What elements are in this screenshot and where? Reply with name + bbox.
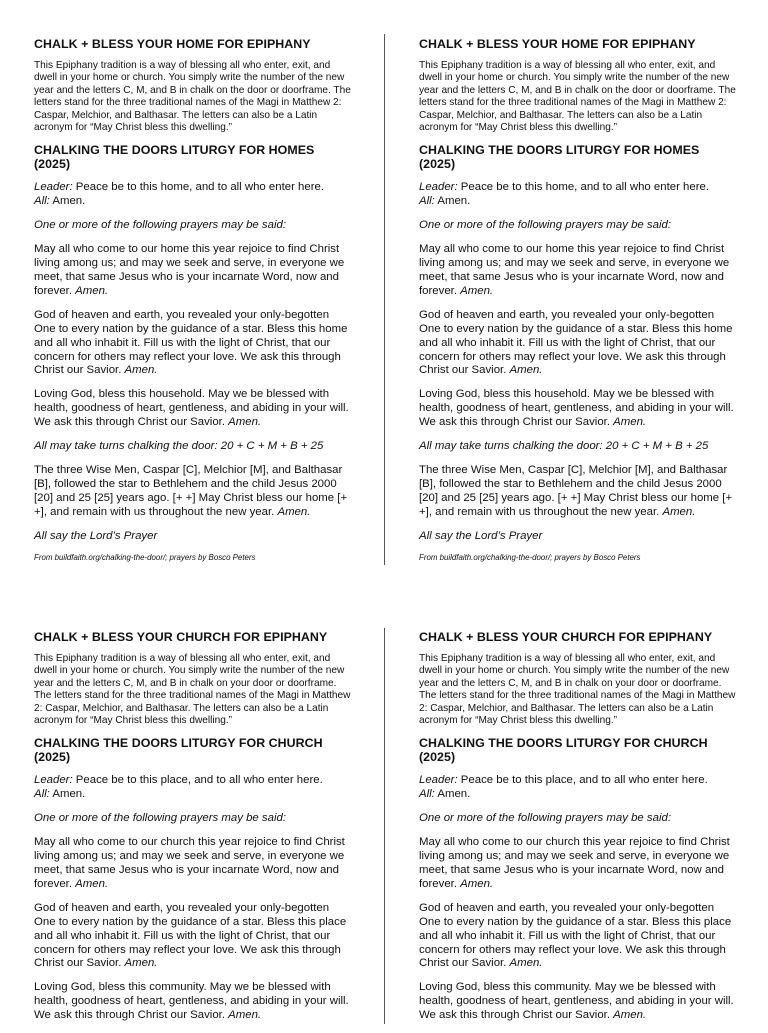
prayer-1: May all who come to our home this year rejoice to find Christ living among us; and may we seek and serve, in everyone we meet, that same Jesus who is your incarnate Word, now and forever. Amen. — [34, 243, 345, 297]
leader-label: Leader: — [34, 774, 73, 787]
church-title: CHALK + BLESS YOUR CHURCH FOR EPIPHANY — [419, 630, 713, 644]
all-text: Amen. — [49, 788, 86, 801]
leader-text: Peace be to this place, and to all who enter here. — [72, 774, 323, 787]
home-title: CHALK + BLESS YOUR HOME FOR EPIPHANY — [419, 37, 696, 51]
amen: Amen. — [460, 284, 494, 297]
amen: Amen. — [124, 957, 158, 970]
prayers-note: One or more of the following prayers may be said: — [419, 219, 671, 232]
all-label: All: — [419, 788, 435, 801]
church-intro: This Epiphany tradition is a way of blessing all who enter, exit, and dwell in your home or church. You simply write the number of the new year and the letters C, M, and B in chalk on your door or doorframe. The letters stand for the three traditional names of the Magi in Matthew 2: Caspar, Melchior, and Balthasar. The letters can also be a Latin acronym for “May Christ bless this dwelling.” — [34, 653, 351, 727]
church-card-left — [34, 630, 352, 1033]
church-responses — [419, 774, 737, 802]
prayer-3: Loving God, bless this household. May we be blessed with health, goodness of heart, gentleness, and abiding in your will. We ask this through Christ our Savior. Amen. — [419, 388, 734, 429]
prayer-3: Loving God, bless this community. May we be blessed with health, goodness of heart, gentleness, and abiding in your will. We ask this through Christ our Savior. Amen. — [34, 981, 349, 1022]
all-text: Amen. — [434, 788, 471, 801]
amen: Amen. — [613, 416, 647, 429]
church-title: CHALK + BLESS YOUR CHURCH FOR EPIPHANY — [34, 630, 328, 644]
chalk-note: All may take turns chalking the door: 20 + C + M + B + 25 — [419, 440, 709, 453]
church-responses — [34, 774, 352, 802]
leader-label: Leader: — [34, 181, 73, 194]
church-liturgy-title: CHALKING THE DOORS LITURGY FOR CHURCH (2025) — [34, 736, 323, 765]
church-liturgy-title: CHALKING THE DOORS LITURGY FOR CHURCH (2025) — [419, 736, 708, 765]
leader-text: Peace be to this place, and to all who enter here. — [457, 774, 708, 787]
amen: Amen. — [460, 877, 494, 890]
prayer-1: May all who come to our church this year rejoice to find Christ living among us; and may we seek and serve, in everyone we meet, that same Jesus who is your incarnate Word, now and forever. Amen. — [34, 836, 345, 890]
leader-label: Leader: — [419, 181, 458, 194]
wise-men-blessing: The three Wise Men, Caspar [C], Melchior [M], and Balthasar [B], followed the star to Bethlehem and the child Jesus 2000 [20] and 25 [25] years ago. [+ +] May Christ bless our home [+ +], and remain with us throughout the new year. Amen. — [34, 463, 348, 518]
leader-text: Peace be to this home, and to all who enter here. — [457, 181, 710, 194]
prayer-1: May all who come to our home this year rejoice to find Christ living among us; and may we seek and serve, in everyone we meet, that same Jesus who is your incarnate Word, now and forever. Amen. — [419, 243, 730, 297]
leader-label: Leader: — [419, 774, 458, 787]
church-intro: This Epiphany tradition is a way of blessing all who enter, exit, and dwell in your home or church. You simply write the number of the new year and the letters C, M, and B in chalk on your door or doorframe. The letters stand for the three traditional names of the Magi in Matthew 2: Caspar, Melchior, and Balthasar. The letters can also be a Latin acronym for “May Christ bless this dwelling.” — [419, 653, 736, 727]
lords-prayer-note: All say the Lord’s Prayer — [34, 529, 158, 542]
prayer-1: May all who come to our church this year rejoice to find Christ living among us; and may we seek and serve, in everyone we meet, that same Jesus who is your incarnate Word, now and forever. Amen. — [419, 836, 730, 890]
home-title: CHALK + BLESS YOUR HOME FOR EPIPHANY — [34, 37, 311, 51]
leader-text: Peace be to this home, and to all who enter here. — [72, 181, 325, 194]
vertical-divider-bottom — [384, 628, 385, 1024]
prayer-2: God of heaven and earth, you revealed your only-begotten One to every nation by the guidance of a star. Bless this place and all who inhabit it. Fill us with the light of Christ, that our concern for others may reflect your love. We ask this through Christ our Savior. Amen. — [419, 901, 732, 970]
prayer-2: God of heaven and earth, you revealed your only-begotten One to every nation by the guidance of a star. Bless this home and all who inhabit it. Fill us with the light of Christ, that our concern for others may reflect your love. We ask this through Christ our Savior. Amen. — [419, 308, 733, 377]
prayers-note: One or more of the following prayers may be said: — [34, 812, 286, 825]
prayer-2: God of heaven and earth, you revealed your only-begotten One to every nation by the guidance of a star. Bless this home and all who inhabit it. Fill us with the light of Christ, that our concern for others may reflect your love. We ask this through Christ our Savior. Amen. — [34, 308, 348, 377]
amen: Amen. — [228, 416, 262, 429]
amen: Amen. — [613, 1009, 647, 1022]
all-text: Amen. — [434, 195, 471, 208]
home-intro: This Epiphany tradition is a way of blessing all who enter, exit, and dwell in your home or church. You simply write the number of the new year and the letters C, M, and B in chalk on the door or doorframe. The letters stand for the three traditional names of the Magi in Matthew 2: Caspar, Melchior, and Balthasar. The letters can also be a Latin acronym for “May Christ bless this dwelling.” — [34, 60, 351, 134]
amen: Amen. — [509, 364, 543, 377]
home-card-left — [34, 37, 352, 563]
prayers-note: One or more of the following prayers may be said: — [419, 812, 671, 825]
prayer-2: God of heaven and earth, you revealed your only-begotten One to every nation by the guidance of a star. Bless this place and all who inhabit it. Fill us with the light of Christ, that our concern for others may reflect your love. We ask this through Christ our Savior. Amen. — [34, 901, 347, 970]
prayers-note: One or more of the following prayers may be said: — [34, 219, 286, 232]
source-credit: From buildfaith.org/chalking-the-door/; prayers by Bosco Peters — [419, 553, 641, 563]
home-responses — [419, 181, 737, 209]
all-text: Amen. — [49, 195, 86, 208]
lords-prayer-note: All say the Lord’s Prayer — [419, 529, 543, 542]
amen: Amen. — [124, 364, 158, 377]
source-credit: From buildfaith.org/chalking-the-door/; prayers by Bosco Peters — [34, 553, 256, 563]
amen: Amen. — [277, 505, 311, 518]
all-label: All: — [419, 195, 435, 208]
prayer-3: Loving God, bless this community. May we be blessed with health, goodness of heart, gentleness, and abiding in your will. We ask this through Christ our Savior. Amen. — [419, 981, 734, 1022]
amen: Amen. — [75, 877, 109, 890]
amen: Amen. — [75, 284, 109, 297]
amen: Amen. — [509, 957, 543, 970]
chalk-note: All may take turns chalking the door: 20 + C + M + B + 25 — [34, 440, 324, 453]
all-label: All: — [34, 195, 50, 208]
home-intro: This Epiphany tradition is a way of blessing all who enter, exit, and dwell in your home or church. You simply write the number of the new year and the letters C, M, and B in chalk on the door or doorframe. The letters stand for the three traditional names of the Magi in Matthew 2: Caspar, Melchior, and Balthasar. The letters can also be a Latin acronym for “May Christ bless this dwelling.” — [419, 60, 736, 134]
wise-men-blessing: The three Wise Men, Caspar [C], Melchior [M], and Balthasar [B], followed the star to Bethlehem and the child Jesus 2000 [20] and 25 [25] years ago. [+ +] May Christ bless our home [+ +], and remain with us throughout the new year. Amen. — [419, 463, 733, 518]
amen: Amen. — [662, 505, 696, 518]
vertical-divider-top — [384, 34, 385, 565]
home-liturgy-title: CHALKING THE DOORS LITURGY FOR HOMES (2025) — [419, 143, 700, 172]
amen: Amen. — [228, 1009, 262, 1022]
home-responses — [34, 181, 352, 209]
all-label: All: — [34, 788, 50, 801]
church-card-right — [419, 630, 737, 1033]
prayer-3: Loving God, bless this household. May we be blessed with health, goodness of heart, gentleness, and abiding in your will. We ask this through Christ our Savior. Amen. — [34, 388, 349, 429]
home-card-right — [419, 37, 737, 563]
home-liturgy-title: CHALKING THE DOORS LITURGY FOR HOMES (2025) — [34, 143, 315, 172]
